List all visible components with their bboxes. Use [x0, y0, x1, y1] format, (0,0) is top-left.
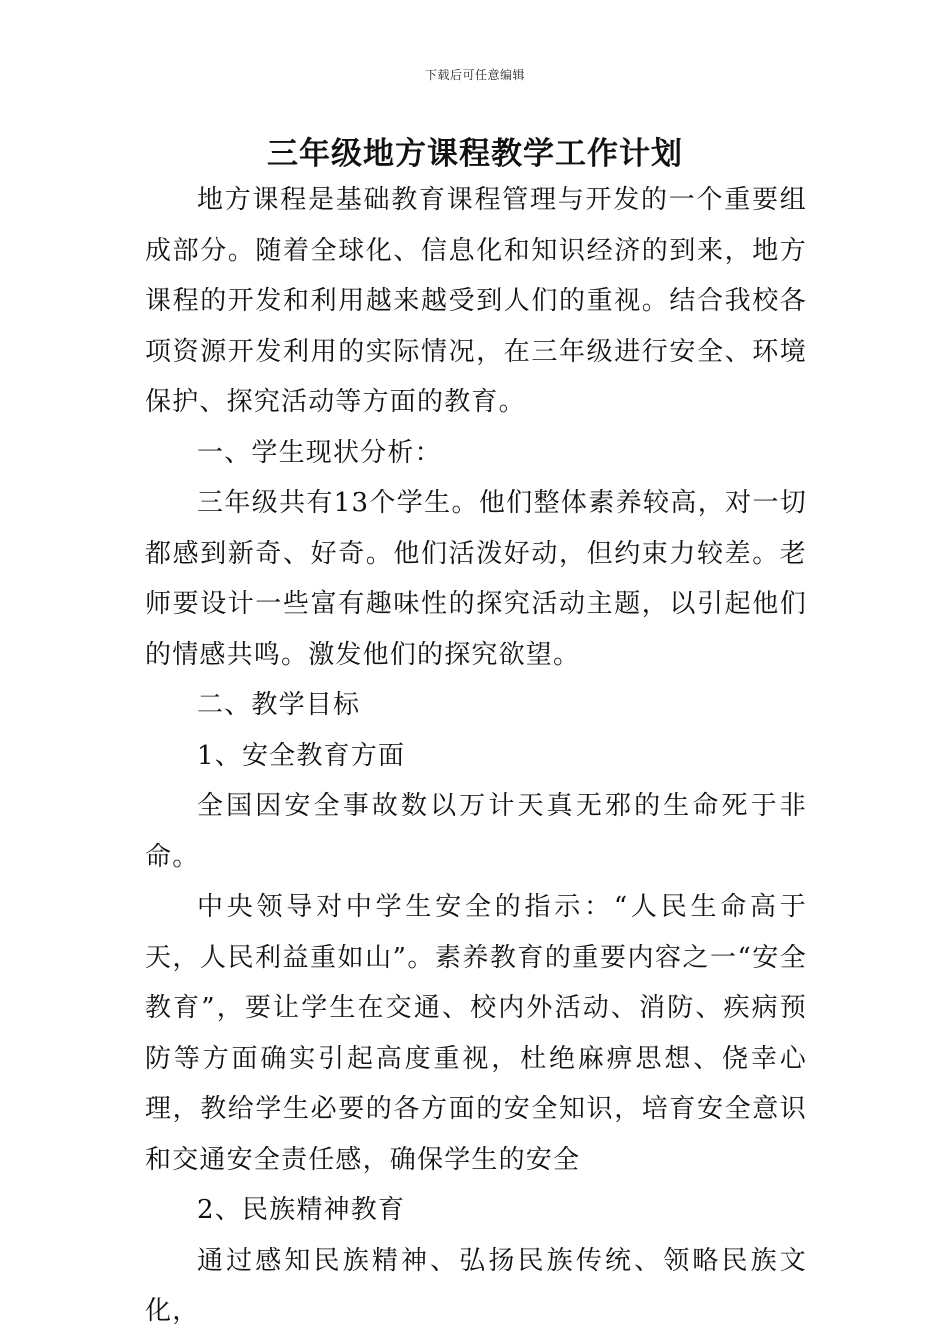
- document-title: 三年级地方课程教学工作计划: [267, 136, 683, 172]
- paragraph-student-analysis: 三年级共有13个学生。他们整体素养较高，对一切都感到新奇、好奇。他们活泼好动，但约束力较差。老师要设计一些富有趣味性的探究活动主题，以引起他们的情感共鸣。激发他们的探究欲望。: [145, 488, 807, 670]
- section-heading-student-analysis: 一、学生现状分析：: [197, 437, 442, 468]
- section-heading-teaching-goals: 二、教学目标: [197, 690, 361, 720]
- header-note: 下载后可任意编辑: [424, 68, 525, 82]
- paragraph-national-spirit: 通过感知民族精神、弘扬民族传统、领略民族文化，: [145, 1245, 807, 1326]
- document-body: [145, 175, 807, 1337]
- paragraph-safety-instructions: 中央领导对中学生安全的指示：“人民生命高于天，人民利益重如山”。素养教育的重要内容之一“安全教育”，要让学生在交通、校内外活动、消防、疾病预防等方面确实引起高度重视，杜绝麻痹思想、侥幸心理，教给学生必要的各方面的安全知识，培育安全意识和交通安全责任感，确保学生的安全: [145, 892, 807, 1175]
- subheading-national-spirit: 2、民族精神教育: [197, 1195, 406, 1225]
- paragraph-safety-statistic: 全国因安全事故数以万计天真无邪的生命死于非命。: [145, 791, 807, 872]
- subheading-safety-education: 1、安全教育方面: [197, 740, 406, 771]
- paragraph-intro: 地方课程是基础教育课程管理与开发的一个重要组成部分。随着全球化、信息化和知识经济的到来，地方课程的开发和利用越来越受到人们的重视。结合我校各项资源开发利用的实际情况，在三年级进行安全、环境保护、探究活动等方面的教育。: [145, 185, 807, 417]
